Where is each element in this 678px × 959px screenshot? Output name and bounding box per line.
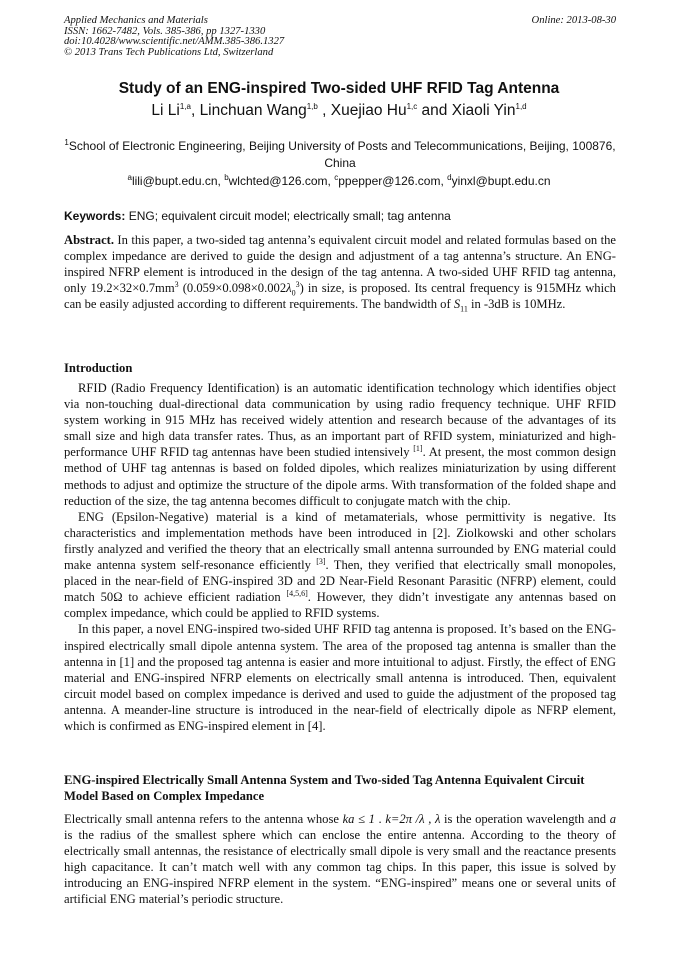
affiliation-text: School of Electronic Engineering, Beijing University of Posts and Telecommunications, Beijing, 100876, China	[68, 139, 616, 170]
journal-issn: ISSN: 1662-7482, Vols. 385-386, pp 1327-1330	[64, 25, 266, 37]
abstract-text: In this paper, a two-sided tag antenna’s equivalent circuit model and related formulas based on the complex impedance are derived to guide the design and adjustment of a tag antenna’s structure. An ENG-inspired NFRP element is introduced in the design of the tag antenna. A two-sided UHF RFID tag antenna, only 19.2×32×0.7mm	[64, 233, 616, 296]
paragraph	[64, 811, 616, 908]
abstract-label: Abstract.	[64, 233, 115, 247]
affiliation-sup: 1	[64, 138, 69, 147]
email-sup: b	[224, 173, 229, 182]
math-a: a	[609, 812, 617, 826]
paragraph-text: ENG (Epsilon-Negative) material is a kind of metamaterials, whose permittivity is negative. Its characteristics and implementation methods have been introduced in [2]. Ziolkowski and other scholars firstly analyzed and verified the theory that an electrically small antenna surrounded by ENG material could make antenna system self-resonance efficiently	[64, 509, 616, 573]
paragraph-text: RFID (Radio Frequency Identification) is an automatic identification technology which identifies object via non-touching dual-directional data communication by using radio frequency technique. UHF RFID system working in 915 MHz has received widely attention and research because of the advantages of its small size and high data transfer rates. Thus, as an important part of RFID system, miniaturized and high-performance UHF RFID tag antennas have been studied intensively	[64, 381, 616, 460]
author-sup: 1,c	[406, 101, 418, 111]
lambda-symbol: λ	[286, 281, 292, 296]
author-name: Linchuan Wang	[199, 102, 307, 119]
paragraph-text: . However, they didn’t investigate any antennas based on complex impedance, which could be applied to RFID systems.	[64, 590, 617, 621]
email-list: $^a$lili@bupt.edu.cn, $^b$wlchted@126.com, $^c$ppepper@126.com, $^d$yinxl@bupt.edu.cn	[127, 173, 551, 188]
journal-name: Applied Mechanics and Materials	[64, 15, 208, 26]
math-ka: ka ≤ 1	[342, 812, 375, 826]
author-name: Xuejiao Hu	[330, 102, 407, 119]
citation: [4,5,6]	[286, 589, 308, 599]
paragraph	[64, 380, 616, 509]
citation: [1]	[413, 444, 423, 454]
author-name: Xiaoli Yin	[451, 102, 516, 119]
email-address: wlchted@126.com	[228, 174, 328, 188]
paper-title: Study of an ENG-inspired Two-sided UHF RFID Tag Antenna	[118, 80, 560, 97]
abstract-text: (0.059×0.098×0.002	[178, 281, 287, 296]
paragraph	[64, 509, 616, 622]
email-address: ppepper@126.com	[338, 174, 441, 188]
abstract	[64, 232, 616, 312]
math-lambda: λ	[434, 812, 441, 826]
paragraph-text: . At present, the most common design method of UHF tag antennas is based on folded dipoles, which realizes miniaturization by using different methods to adjust and optimize the structure of the dipole arms. With transformation of the folded shape and reduction of the size, the tag antenna becomes difficult to conjugate match with the chip.	[64, 445, 616, 508]
affiliation	[64, 138, 616, 172]
paragraph-text: is the radius of the smallest sphere which can enclose the entire antenna. According to the theory of electrically small antennas, the resistance of electrically small dipole is very small and the reactance presents high capacitance. It can’t match well with any common tag chips. In this paper, this issue is solved by introducing an ENG-inspired NFRP element in the system. “ENG-inspired” means one or several units of artificial ENG material’s periodic structure.	[64, 828, 616, 907]
section-eng-body	[64, 811, 616, 908]
journal-doi: doi:10.4028/www.scientific.net/AMM.385-386.1327	[64, 36, 285, 48]
lambda-sup: 3	[295, 280, 300, 290]
lambda-sub: 0	[291, 288, 296, 298]
cube-sup: 3	[174, 280, 179, 290]
math-k: k=2π /λ	[385, 812, 425, 826]
keywords	[64, 209, 616, 223]
journal-copyright: © 2013 Trans Tech Publications Ltd, Switzerland	[64, 46, 274, 58]
author-sup: 1,a	[179, 101, 191, 111]
paragraph-text: ,	[424, 812, 435, 826]
paragraph-text: . Then, they verified that electrically small monopoles, placed in the near-field of ENG-inspired 3D and 2D Near-Field Resonant Parasitic (NFRP) element, could match 50Ω to achieve efficient radiation	[64, 558, 616, 605]
email-sup: d	[447, 173, 452, 182]
introduction-body	[64, 380, 616, 734]
author-sup: 1,b	[306, 101, 318, 111]
keywords-text: ENG; equivalent circuit model; electrically small; tag antenna	[125, 209, 451, 223]
email-address: yinxl@bupt.edu.cn	[451, 174, 551, 188]
author-name: Li Li	[151, 102, 180, 119]
email-sup: c	[334, 173, 339, 182]
s11-sub: 11	[460, 304, 468, 314]
section-heading-introduction: Introduction	[64, 361, 133, 375]
author-list: Li Li$^{1,a}$, Linchuan Wang$^{1,b}$ , Xuejiao Hu$^{1,c}$ and Xiaoli Yin$^{1,d}$	[151, 101, 527, 119]
online-date: Online: 2013-08-30	[531, 15, 616, 26]
paragraph-text: Electrically small antenna refers to the antenna whose	[64, 812, 343, 826]
keywords-label: Keywords:	[64, 209, 126, 223]
section-heading-eng: ENG-inspired Electrically Small Antenna System and Two-sided Tag Antenna Equivalent Circuit Model Based on Complex Impedance	[64, 773, 585, 803]
s11-symbol: S	[453, 297, 461, 312]
email-sup: a	[127, 173, 132, 182]
email-address: lili@bupt.edu.cn	[131, 174, 218, 188]
abstract-text: ) in size, is proposed. Its central frequency is 915MHz which can be easily adjusted according to different requirements. The bandwidth of	[64, 281, 616, 312]
paragraph-text: .	[374, 812, 386, 826]
journal-header	[64, 16, 616, 58]
citation: [3]	[316, 556, 326, 566]
paragraph: In this paper, a novel ENG-inspired two-sided UHF RFID tag antenna is proposed. It’s based on the ENG-inspired electrically small dipole antenna system. The area of the proposed tag antenna is smaller than the antenna in [1] and the proposed tag antenna is easier and more intuitional to adjust. Firstly, the effect of ENG material and ENG-inspired NFRP elements on electrically small antenna is introduced. Then, equivalent circuit model based on complex impedance is derived and used to guide the adjustment of the proposed tag antenna. A meander-line structure is introduced in the near-field of electrically dipole as NFRP element, which is confirmed as ENG-inspired element in [4].	[64, 622, 616, 733]
paragraph-text: is the operation wavelength and	[440, 812, 610, 826]
author-sup: 1,d	[515, 101, 527, 111]
abstract-text: in -3dB is 10MHz.	[467, 297, 566, 312]
